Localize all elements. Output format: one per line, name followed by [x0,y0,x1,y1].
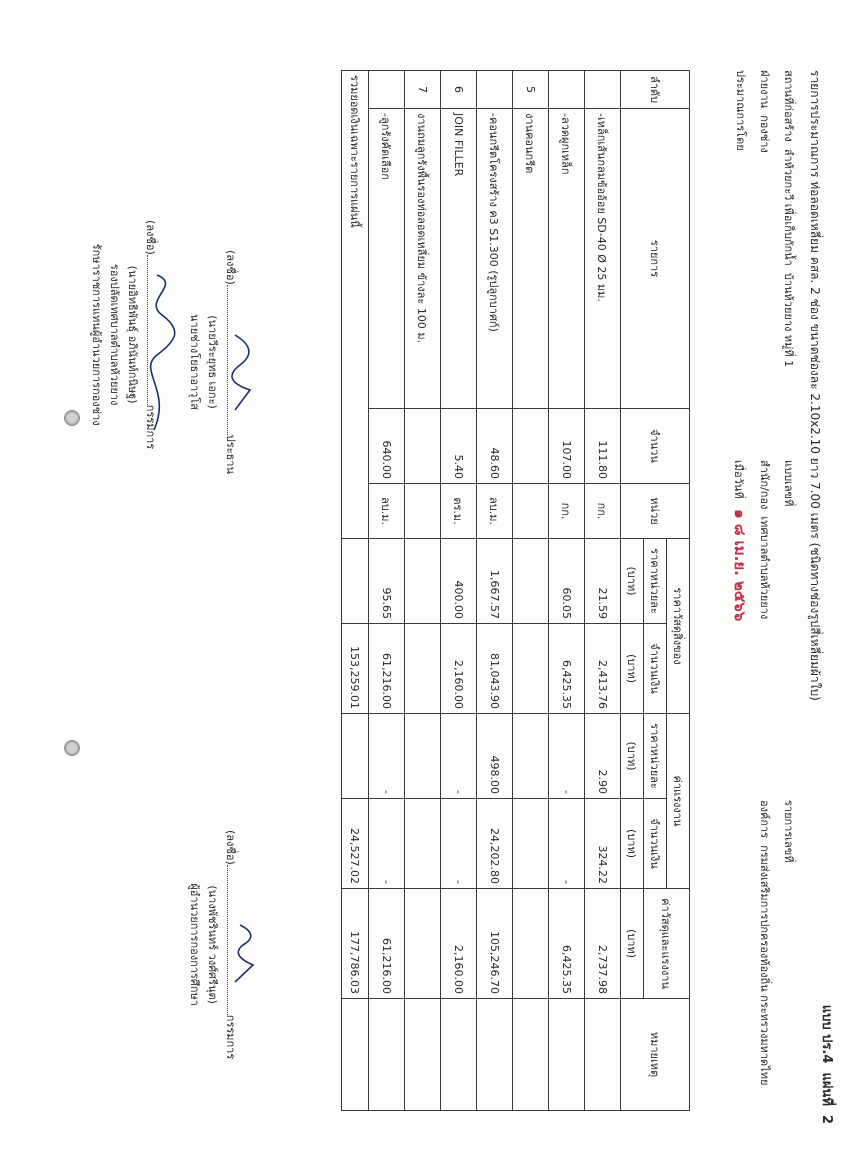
row-total: 2,737.98 [585,889,621,999]
row-labor-price: 2.90 [585,714,621,799]
row-no: 6 [441,71,477,109]
row-remark [369,999,405,1111]
row-remark [585,999,621,1111]
row-material-amount [405,624,441,714]
list-no: รายการเลขที่ [782,800,795,863]
baht-unit: (บาท) [621,624,644,714]
row-qty [513,409,549,484]
total-spacer [342,539,369,624]
total-spacer [342,999,369,1111]
baht-unit: (บาท) [621,889,644,999]
row-labor-price: - [369,714,405,799]
row-labor-amount [513,799,549,889]
document-title: รายการประมาณการ ท่อลอดเหลี่ยม คสล. 2 ช่อง ขนาดช่องละ 2.10x2.10 ยาว 7.00 เมตร (ชนิดทางช่องรูปสี่เหลี่ยมผ้าใบ) [808,70,822,701]
row-material-price: 95.65 [369,539,405,624]
row-item: -ลวดผูกเหล็ก [549,109,585,409]
row-labor-amount: 324.22 [585,799,621,889]
row-material-price: 60.05 [549,539,585,624]
col-labor-amount: จำนวนเงิน [644,799,667,889]
total-label: รวมยอดเงินเฉพาะรายการแผ่นนี้ [342,71,369,539]
row-total: 2,160.00 [441,889,477,999]
row-material-amount: 6,425.35 [549,624,585,714]
total-grand: 177,786.03 [342,889,369,999]
row-unit: ลบ.ม. [477,484,513,539]
signature-scribble [225,330,265,420]
total-row [342,71,369,1111]
row-no: 7 [405,71,441,109]
table-row [477,71,513,1111]
table-row [549,71,585,1111]
date-stamp: ๑ ๘ เม.ย. ๒๕๖๖ [731,509,749,622]
date-line: เมื่อวันที่ ๑ ๘ เม.ย. ๒๕๖๖ [731,460,749,622]
table-row [585,71,621,1111]
signature-scribble [225,920,265,990]
estimated-by: ประมาณการโดย [734,70,747,151]
row-labor-price [405,714,441,799]
row-total: 6,425.35 [549,889,585,999]
signature-scribble [142,270,182,440]
row-no [369,71,405,109]
row-labor-price: - [549,714,585,799]
row-total: 105,246.70 [477,889,513,999]
row-labor-price: - [441,714,477,799]
signer-name: (นายอิทธิพันธุ์ อภินันท์กนิษฐ) [126,265,139,404]
estimate-table [341,70,690,1111]
row-unit: กก. [549,484,585,539]
baht-unit: (บาท) [621,539,644,624]
row-total [405,889,441,999]
office-line: สำนัก/กอง เทศบาลตำบลห้วยยาง [758,460,771,620]
signature-block-member-1: (ลงชื่อ)กรรมการ (นายอิทธิพันธุ์ อภินันท์กนิษฐ) รองปลัดเทศบาลตำบลห้วยยาง รักษาราชการแทนผู้อำนวยการกองช่าง [88,220,160,449]
row-remark [405,999,441,1111]
table-row [441,71,477,1111]
row-labor-amount [405,799,441,889]
col-material-unit-price: ราคาหน่วยละ [644,539,667,624]
row-unit: ตร.ม. [441,484,477,539]
row-item: -คอนกรีตโครงสร้าง ค3 S1.300 (รูปลูกบาศก์) [477,109,513,409]
row-labor-price [513,714,549,799]
row-qty: 107.00 [549,409,585,484]
baht-unit: (บาท) [621,799,644,889]
signature-block-member-2: (ลงชื่อ)กรรมการ (นางพัชรินทร์ วงศ์ศรีนุต) ผู้อำนวยการกองการศึกษา [186,830,240,1059]
col-labor-group: ค่าแรงงาน [667,714,690,889]
row-qty: 48.60 [477,409,513,484]
row-remark [477,999,513,1111]
row-item: -ลูกรังคัดเลือก [369,109,405,409]
row-total [513,889,549,999]
col-material-amount: จำนวนเงิน [644,624,667,714]
row-item: -เหล็กเส้นกลมข้ออ้อย SD-40 Ø 25 มม. [585,109,621,409]
row-material-price: 400.00 [441,539,477,624]
row-labor-amount: - [549,799,585,889]
signer-name: (นายวีระยุทธ เอกะ) [206,315,219,409]
row-qty [405,409,441,484]
row-material-price: 21.59 [585,539,621,624]
org-line: องค์การ กรมส่งเสริมการปกครองท้องถิ่น กระทรวงมหาดไทย [758,800,771,1086]
row-material-amount: 81,043.90 [477,624,513,714]
col-material-group: ราคาวัสดุสิ่งของ [667,539,690,714]
total-spacer [342,714,369,799]
row-labor-amount: - [369,799,405,889]
form-code: แบบ ปร.4 แผ่นที่ 2 [819,1004,834,1124]
row-material-price [513,539,549,624]
col-labor-unit-price: ราคาหน่วยละ [644,714,667,799]
signer-position: รักษาราชการแทนผู้อำนวยการกองช่าง [90,243,103,426]
signer-position: ผู้อำนวยการกองการศึกษา [188,883,201,1006]
row-no: 5 [513,71,549,109]
col-no: ลำดับ [621,71,690,109]
total-material-amount: 153,259.01 [342,624,369,714]
row-remark [513,999,549,1111]
binder-hole [64,410,80,426]
signer-name: (นางพัชรินทร์ วงศ์ศรีนุต) [206,885,219,1004]
site-line: สถานที่ก่อสร้าง ลำห้วยกะวี เพื่อเก็บกักน้ำ บ้านห้วยยาง หมู่ที่ 1 [782,70,795,368]
signer-position: นายช่างโยธาอาวุโส [188,314,201,410]
row-qty: 111.80 [585,409,621,484]
col-qty: จำนวน [621,409,690,484]
row-material-price: 1,667.57 [477,539,513,624]
division-line: ฝ่ายงาน กองช่าง [758,70,771,153]
table-row [513,71,549,1111]
row-no [585,71,621,109]
table-row [405,71,441,1111]
row-remark [549,999,585,1111]
row-no [549,71,585,109]
row-labor-amount: 24,202.80 [477,799,513,889]
row-material-price [405,539,441,624]
baht-unit: (บาท) [621,714,644,799]
row-unit: ลบ.ม. [369,484,405,539]
col-total: ค่าวัสดุและแรงงาน [644,889,690,999]
row-material-amount: 61,216.00 [369,624,405,714]
row-item: งานถมลูกรังพื้นรองท่อลอดเหลี่ยม ข้างละ 100 ม. [405,109,441,409]
signature-block-chair: (ลงชื่อ)ประธาน (นายวีระยุทธ เอกะ) นายช่างโยธาอาวุโส [186,250,240,474]
row-labor-price: 498.00 [477,714,513,799]
row-unit [513,484,549,539]
row-material-amount: 2,413.76 [585,624,621,714]
binder-hole [64,740,80,756]
row-remark [441,999,477,1111]
col-item: รายการ [621,109,690,409]
signer-position: รองปลัดเทศบาลตำบลห้วยยาง [108,263,121,406]
row-unit [405,484,441,539]
col-unit: หน่วย [621,484,690,539]
row-qty: 5.40 [441,409,477,484]
col-remark: หมายเหตุ [621,999,690,1111]
row-material-amount: 2,160.00 [441,624,477,714]
table-row [369,71,405,1111]
row-item: JOIN FILLER [441,109,477,409]
drawing-no: แบบเลขที่ [782,460,795,507]
row-no [477,71,513,109]
row-labor-amount: - [441,799,477,889]
row-material-amount [513,624,549,714]
row-item: งานคอนกรีต [513,109,549,409]
row-unit: กก. [585,484,621,539]
row-total: 61,216.00 [369,889,405,999]
row-qty: 640.00 [369,409,405,484]
total-labor-amount: 24,527.02 [342,799,369,889]
